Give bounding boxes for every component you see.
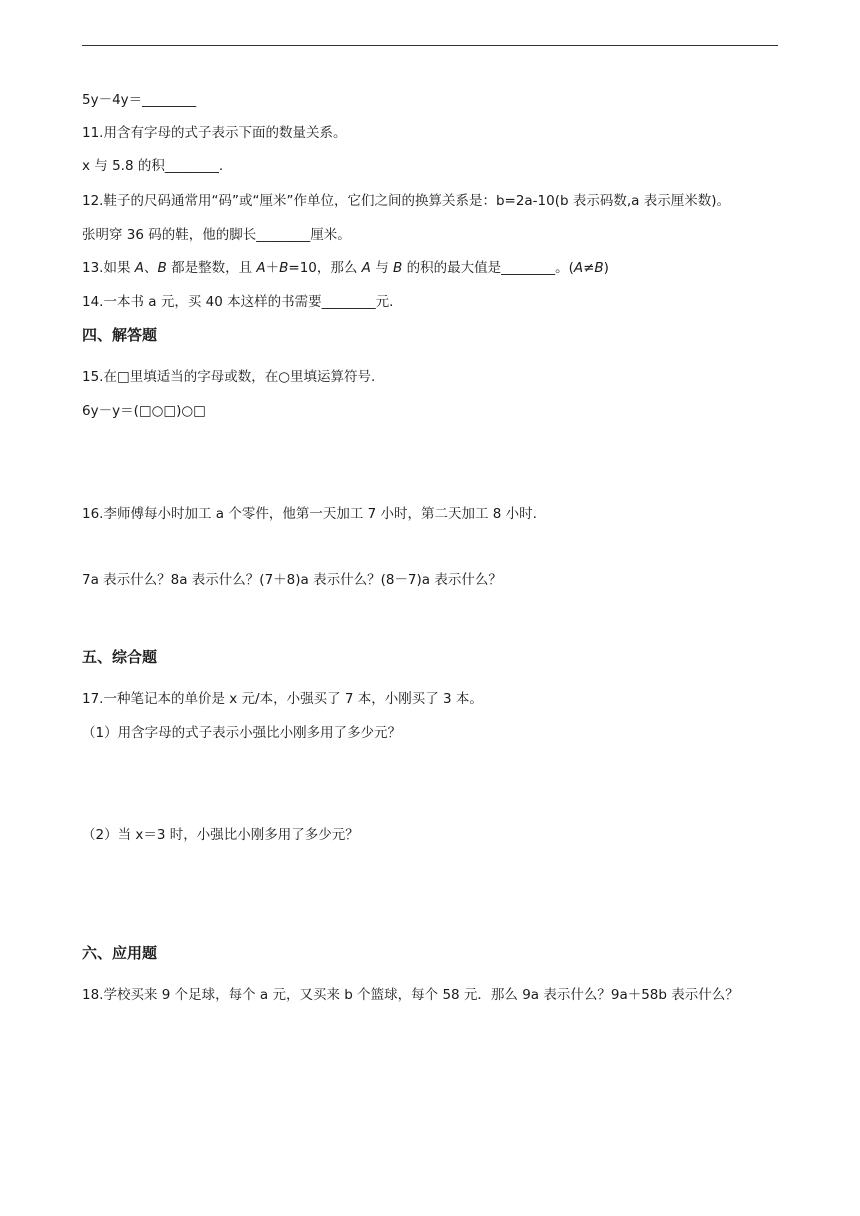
section-heading-4: 四、解答题	[82, 326, 158, 344]
q12-line1: 12.鞋子的尺码通常用“码”或“厘米”作单位，它们之间的换算关系是：b=2a-10(b 表示码数,a 表示厘米数)。	[82, 193, 730, 209]
q13-seg: 、	[144, 260, 158, 276]
q13-seg: 与	[370, 260, 394, 276]
q13-seg: )	[603, 260, 609, 276]
q13-seg: 13.如果	[82, 260, 135, 276]
q11-item: x 与 5.8 的积________.	[82, 158, 224, 174]
var-b: B	[157, 260, 167, 276]
q16-stem: 16.李师傅每小时加工 a 个零件，他第一天加工 7 小时，第二天加工 8 小时.	[82, 506, 537, 522]
var-b: B	[594, 260, 604, 276]
q18-text: 18.学校买来 9 个足球，每个 a 元，又买来 b 个篮球，每个 58 元．那么 9a 表示什么？9a＋58b 表示什么？	[82, 987, 739, 1003]
q10-expression: 5y－4y＝________	[82, 92, 197, 108]
var-a: A	[134, 260, 145, 276]
q17-part1: （1）用含字母的式子表示小强比小刚多用了多少元？	[82, 725, 402, 741]
var-b: B	[279, 260, 289, 276]
q13-seg: 的积的最大值是________。(	[402, 260, 574, 276]
q11-stem: 11.用含有字母的式子表示下面的数量关系。	[82, 125, 347, 141]
q13-text	[82, 259, 609, 277]
section-heading-6: 六、应用题	[82, 944, 158, 962]
q17-stem: 17.一种笔记本的单价是 x 元/本，小强买了 7 本，小刚买了 3 本。	[82, 691, 483, 707]
q15-stem: 15.在□里填适当的字母或数，在○里填运算符号.	[82, 369, 376, 385]
header-rule	[82, 45, 778, 46]
q13-seg: ≠	[583, 260, 595, 276]
q16-ask: 7a 表示什么？8a 表示什么？(7＋8)a 表示什么？(8－7)a 表示什么？	[82, 572, 502, 588]
q14-text: 14.一本书 a 元，买 40 本这样的书需要________元.	[82, 294, 394, 310]
q13-seg: =10，那么	[288, 260, 362, 276]
q13-seg: ＋	[265, 260, 280, 276]
q15-expression: 6y－y＝(□○□)○□	[82, 403, 206, 419]
q12-line2: 张明穿 36 码的鞋，他的脚长________厘米。	[82, 227, 351, 243]
var-a: A	[573, 260, 584, 276]
q17-part2: （2）当 x＝3 时，小强比小刚多用了多少元？	[82, 827, 359, 843]
q13-seg: 都是整数，且	[166, 260, 257, 276]
var-a: A	[256, 260, 266, 276]
var-b: B	[393, 260, 403, 276]
var-a: A	[361, 260, 371, 276]
section-heading-5: 五、综合题	[82, 648, 158, 666]
